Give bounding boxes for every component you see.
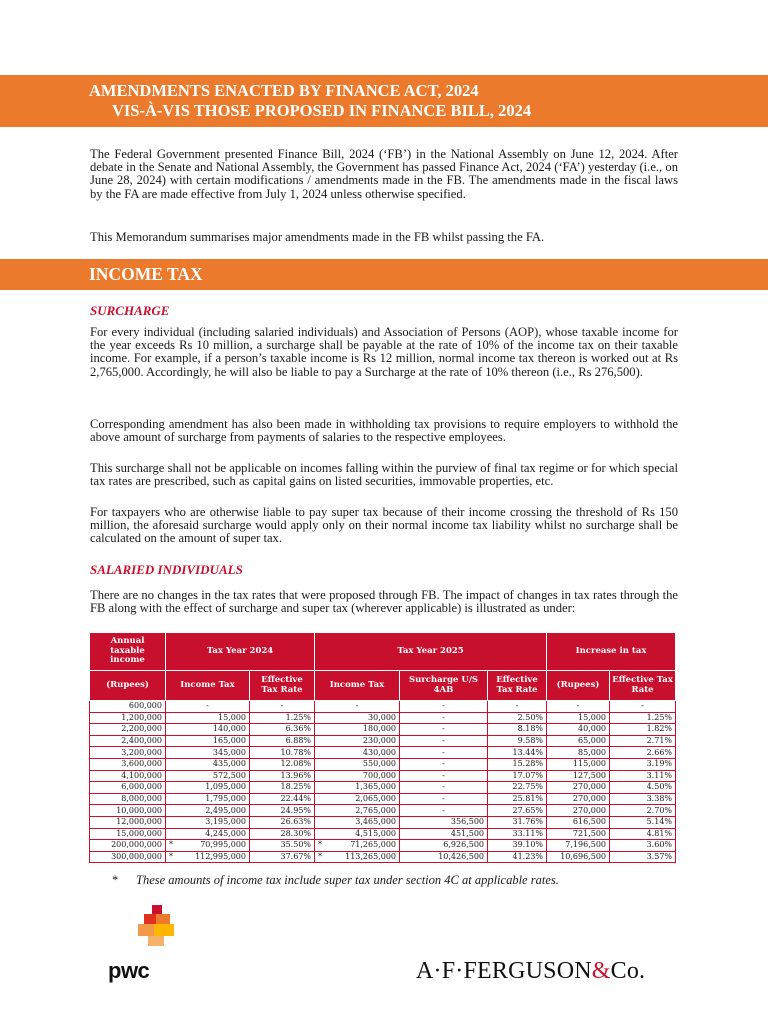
cell-effective-rate-2025 <box>488 805 547 817</box>
cell-increase-rupees <box>547 724 610 736</box>
header-income-tax-2024: Income Tax <box>166 671 250 701</box>
cell-income-tax-2025 <box>315 782 400 794</box>
cell-increase-effective-rate-value: 1.25% <box>646 712 673 722</box>
table-row <box>90 724 676 736</box>
cell-effective-rate-2025 <box>488 782 547 794</box>
cell-income-tax-2025 <box>315 816 400 828</box>
cell-effective-rate-2024 <box>250 724 315 736</box>
cell-income-tax-2025 <box>315 851 400 863</box>
cell-income-tax-2024-value: 435,000 <box>212 759 246 769</box>
super-tax-mark: * <box>169 840 173 850</box>
table-row <box>90 770 676 782</box>
cell-increase-rupees-value: 7,196,500 <box>565 840 607 850</box>
cell-income-tax-2024 <box>166 805 250 817</box>
table-row <box>90 851 676 863</box>
super-tax-mark: * <box>318 852 323 862</box>
cell-income-tax-2024 <box>166 747 250 759</box>
cell-income-tax-2025-value: - <box>355 701 359 711</box>
cell-income <box>90 805 166 817</box>
table-row <box>90 840 676 852</box>
cell-surcharge-value: - <box>442 794 445 804</box>
cell-increase-effective-rate-value: 2.66% <box>646 747 673 757</box>
cell-increase-rupees <box>547 747 610 759</box>
cell-increase-rupees-value: 10,696,500 <box>560 852 607 862</box>
cell-increase-effective-rate-value: 3.57% <box>646 852 673 862</box>
cell-increase-rupees-value: 65,000 <box>578 736 607 746</box>
cell-increase-effective-rate-value: 5.14% <box>646 817 673 827</box>
cell-effective-rate-2025 <box>488 840 547 852</box>
table-row <box>90 782 676 794</box>
cell-income-tax-2024 <box>166 793 250 805</box>
cell-effective-rate-2025-value: 15.28% <box>512 759 544 769</box>
af-ferguson-logo <box>416 958 645 985</box>
cell-increase-rupees-value: 270,000 <box>572 794 607 804</box>
cell-income-tax-2025-value: 1,365,000 <box>355 782 397 792</box>
cell-surcharge-value: 6,926,500 <box>443 840 485 850</box>
cell-increase-effective-rate-value: 3.11% <box>646 770 673 780</box>
cell-income <box>90 724 166 736</box>
cell-effective-rate-2025-value: 13.44% <box>512 747 544 757</box>
cell-income <box>90 735 166 747</box>
cell-income-value: 200,000,000 <box>111 840 162 850</box>
cell-effective-rate-2025-value: 8.18% <box>517 724 544 734</box>
cell-surcharge <box>400 793 488 805</box>
super-tax-mark: * <box>169 852 173 862</box>
cell-income-tax-2025 <box>315 724 400 736</box>
cell-income <box>90 701 166 713</box>
cell-income-tax-2025-value: 71,265,000 <box>350 840 397 850</box>
surcharge-paragraph-2: Corresponding amendment has also been made in withholding tax provisions to require employers to withhold the above amount of surcharge from payments of salaries to the respective employees. <box>90 417 678 445</box>
cell-income-tax-2025 <box>315 758 400 770</box>
cell-increase-effective-rate-value: 2.70% <box>646 805 673 815</box>
cell-effective-rate-2024 <box>250 828 315 840</box>
table-row <box>90 747 676 759</box>
header-effective-rate-2024: Effective Tax Rate <box>250 671 315 701</box>
cell-effective-rate-2025-value: 39.10% <box>512 840 544 850</box>
cell-increase-rupees <box>547 758 610 770</box>
header-effective-rate-2025: Effective Tax Rate <box>488 671 547 701</box>
cell-income-tax-2025 <box>315 712 400 724</box>
cell-income <box>90 782 166 794</box>
cell-increase-rupees-value: 721,500 <box>572 828 607 838</box>
cell-effective-rate-2024 <box>250 770 315 782</box>
cell-income-tax-2025 <box>315 747 400 759</box>
cell-effective-rate-2024-value: 22.44% <box>280 794 312 804</box>
cell-effective-rate-2025-value: 27.65% <box>512 805 544 815</box>
cell-effective-rate-2024-value: 13.96% <box>280 770 312 780</box>
section-banner <box>0 259 768 290</box>
cell-surcharge-value: - <box>442 724 445 734</box>
cell-income-tax-2024 <box>166 701 250 713</box>
footnote <box>112 873 559 888</box>
header-rupees: (Rupees) <box>90 671 166 701</box>
cell-increase-effective-rate-value: 3.38% <box>646 794 673 804</box>
cell-income-value: 10,000,000 <box>116 805 162 815</box>
cell-income-tax-2025-value: 180,000 <box>362 724 397 734</box>
cell-income-tax-2025 <box>315 828 400 840</box>
table-row <box>90 712 676 724</box>
cell-income-tax-2025-value: 113,265,000 <box>345 852 397 862</box>
header-tax-year-2025: Tax Year 2025 <box>315 633 547 671</box>
cell-surcharge <box>400 735 488 747</box>
cell-increase-effective-rate <box>610 712 676 724</box>
cell-increase-effective-rate <box>610 758 676 770</box>
cell-effective-rate-2024 <box>250 712 315 724</box>
cell-surcharge-value: 10,426,500 <box>438 852 485 862</box>
cell-effective-rate-2024 <box>250 747 315 759</box>
cell-increase-effective-rate <box>610 805 676 817</box>
cell-income-tax-2024-value: 345,000 <box>212 747 246 757</box>
cell-surcharge-value: 451,500 <box>450 828 485 838</box>
cell-effective-rate-2025-value: - <box>515 701 519 711</box>
cell-income-tax-2025-value: 550,000 <box>362 759 397 769</box>
table-row <box>90 828 676 840</box>
intro-paragraph-2: This Memorandum summarises major amendments made in the FB whilst passing the FA. <box>90 230 545 244</box>
cell-surcharge <box>400 747 488 759</box>
cell-increase-effective-rate-value: 4.50% <box>646 782 673 792</box>
cell-income-tax-2024 <box>166 712 250 724</box>
cell-increase-effective-rate <box>610 770 676 782</box>
cell-effective-rate-2025-value: 31.76% <box>512 817 544 827</box>
footnote-mark: * <box>112 873 119 887</box>
cell-income-tax-2025 <box>315 793 400 805</box>
cell-increase-rupees <box>547 805 610 817</box>
cell-increase-rupees <box>547 840 610 852</box>
cell-effective-rate-2024-value: 26.63% <box>280 817 312 827</box>
salaried-paragraph-1: There are no changes in the tax rates that were proposed through FB. The impact of changes in tax rates through the FB along with the effect of surcharge and super tax (wherever applicable) is illustrated as under: <box>90 588 678 616</box>
cell-effective-rate-2024 <box>250 816 315 828</box>
surcharge-heading: SURCHARGE <box>90 303 170 318</box>
cell-income-tax-2024-value: 2,495,000 <box>205 805 246 815</box>
cell-effective-rate-2024-value: 6.88% <box>285 736 312 746</box>
cell-income-tax-2024-value: 165,000 <box>212 736 246 746</box>
cell-income-tax-2024-value: 572,500 <box>212 770 246 780</box>
cell-increase-rupees <box>547 816 610 828</box>
cell-surcharge-value: - <box>442 712 445 722</box>
cell-income-tax-2025 <box>315 701 400 713</box>
cell-increase-effective-rate-value: 2.71% <box>646 736 673 746</box>
cell-effective-rate-2024 <box>250 758 315 770</box>
cell-effective-rate-2024-value: 24.95% <box>280 805 312 815</box>
cell-effective-rate-2024 <box>250 793 315 805</box>
cell-income-tax-2024 <box>166 851 250 863</box>
cell-surcharge <box>400 701 488 713</box>
cell-increase-rupees-value: 15,000 <box>578 712 607 722</box>
cell-effective-rate-2025 <box>488 828 547 840</box>
cell-income-tax-2025 <box>315 805 400 817</box>
cell-income-tax-2024-value: 15,000 <box>218 712 246 722</box>
cell-increase-rupees <box>547 828 610 840</box>
footnote-text: These amounts of income tax include super tax under section 4C at applicable rates. <box>136 873 559 887</box>
surcharge-paragraph-3: This surcharge shall not be applicable on incomes falling within the purview of final tax regime or for which special tax rates are prescribed, such as capital gains on listed securities, immovable properties, etc. <box>90 461 678 489</box>
salaried-heading: SALARIED INDIVIDUALS <box>90 562 243 577</box>
cell-income-tax-2024 <box>166 816 250 828</box>
cell-effective-rate-2025-value: 2.50% <box>517 712 544 722</box>
cell-income-value: 600,000 <box>128 701 162 711</box>
cell-surcharge <box>400 805 488 817</box>
cell-income-tax-2024 <box>166 828 250 840</box>
cell-income-tax-2024 <box>166 770 250 782</box>
cell-effective-rate-2024 <box>250 735 315 747</box>
cell-increase-effective-rate <box>610 701 676 713</box>
cell-increase-effective-rate <box>610 840 676 852</box>
section-title: INCOME TAX <box>89 264 203 284</box>
cell-income-value: 1,200,000 <box>121 712 162 722</box>
cell-increase-rupees-value: 40,000 <box>578 724 607 734</box>
cell-increase-rupees-value: 85,000 <box>578 747 607 757</box>
cell-income-value: 3,200,000 <box>121 747 162 757</box>
header-annual-income: Annual taxable income <box>90 633 166 671</box>
cell-income-value: 3,600,000 <box>121 759 162 769</box>
cell-increase-effective-rate <box>610 793 676 805</box>
cell-effective-rate-2025-value: 22.75% <box>512 782 544 792</box>
header-increase-in-tax: Increase in tax <box>547 633 676 671</box>
cell-surcharge-value: - <box>442 701 445 711</box>
cell-effective-rate-2024-value: - <box>280 701 284 711</box>
cell-increase-effective-rate-value: 3.60% <box>646 840 673 850</box>
cell-surcharge-value: - <box>442 770 445 780</box>
pwc-wordmark: pwc <box>108 958 150 983</box>
cell-income-tax-2025-value: 4,515,000 <box>355 828 397 838</box>
super-tax-mark: * <box>318 840 323 850</box>
cell-increase-rupees <box>547 701 610 713</box>
cell-effective-rate-2024-value: 18.25% <box>280 782 312 792</box>
cell-effective-rate-2025 <box>488 793 547 805</box>
cell-effective-rate-2025-value: 9.58% <box>517 736 544 746</box>
cell-effective-rate-2024-value: 28.30% <box>280 828 312 838</box>
cell-effective-rate-2025 <box>488 758 547 770</box>
cell-effective-rate-2025 <box>488 701 547 713</box>
af-ferguson-co: Co. <box>610 958 646 984</box>
cell-income <box>90 758 166 770</box>
cell-income-value: 12,000,000 <box>116 817 162 827</box>
surcharge-paragraph-1: For every individual (including salaried individuals) and Association of Persons (AOP), whose taxable income for the year exceeds Rs 10 million, a surcharge shall be payable at the rate of 10% of the income tax on their taxable income. For example, if a person’s taxable income is Rs 12 million, normal income tax thereon is worked out at Rs 2,765,000. Accordingly, he will also be liable to pay a Surcharge at the rate of 10% thereon (i.e., Rs 276,500). <box>90 325 678 379</box>
cell-effective-rate-2025 <box>488 770 547 782</box>
cell-income-tax-2024-value: 112,995,000 <box>195 852 246 862</box>
af-ferguson-ampersand: & <box>591 958 611 984</box>
cell-income-tax-2025 <box>315 840 400 852</box>
cell-increase-rupees-value: - <box>576 701 580 711</box>
cell-income-value: 4,100,000 <box>121 770 162 780</box>
cell-income <box>90 840 166 852</box>
cell-increase-rupees <box>547 770 610 782</box>
cell-effective-rate-2024-value: 12.08% <box>280 759 312 769</box>
cell-effective-rate-2025 <box>488 735 547 747</box>
cell-increase-effective-rate <box>610 747 676 759</box>
cell-increase-rupees-value: 616,500 <box>572 817 607 827</box>
cell-increase-effective-rate-value: 1.82% <box>646 724 673 734</box>
cell-income-tax-2025 <box>315 735 400 747</box>
cell-income-tax-2024 <box>166 758 250 770</box>
cell-effective-rate-2024 <box>250 851 315 863</box>
cell-increase-effective-rate-value: - <box>641 701 644 711</box>
cell-surcharge <box>400 851 488 863</box>
cell-income-tax-2024-value: 140,000 <box>212 724 246 734</box>
table-row <box>90 735 676 747</box>
title-line-1: AMENDMENTS ENACTED BY FINANCE ACT, 2024 <box>89 81 479 100</box>
cell-effective-rate-2025 <box>488 816 547 828</box>
cell-income-value: 300,000,000 <box>111 852 162 862</box>
intro-paragraph-1: The Federal Government presented Finance Bill, 2024 (‘FB’) in the National Assembly on June 12, 2024. After debate in the Senate and National Assembly, the Government has passed Finance Act, 2024 (‘FA’) yesterday (i.e., on June 28, 2024) with certain modifications / amendments made in the FB. The amendments made in the fiscal laws by the FA are made effective from July 1, 2024 unless otherwise specified. <box>90 147 678 201</box>
table-row <box>90 805 676 817</box>
cell-effective-rate-2024-value: 6.36% <box>285 724 312 734</box>
table-row <box>90 701 676 713</box>
cell-income-tax-2025-value: 2,065,000 <box>355 794 397 804</box>
title-line-2: VIS-À-VIS THOSE PROPOSED IN FINANCE BILL, 2024 <box>112 101 532 120</box>
cell-income <box>90 851 166 863</box>
cell-income-value: 2,200,000 <box>121 724 162 734</box>
cell-increase-rupees <box>547 851 610 863</box>
cell-effective-rate-2024-value: 1.25% <box>285 712 312 722</box>
cell-income-tax-2024-value: - <box>206 701 209 711</box>
cell-income-tax-2025-value: 430,000 <box>362 747 397 757</box>
cell-surcharge-value: - <box>442 805 445 815</box>
cell-surcharge <box>400 770 488 782</box>
cell-effective-rate-2025 <box>488 712 547 724</box>
af-ferguson-name: A·F·FERGUSON <box>416 958 592 984</box>
header-surcharge: Surcharge U/S 4AB <box>400 671 488 701</box>
cell-income <box>90 816 166 828</box>
cell-increase-effective-rate <box>610 724 676 736</box>
cell-income <box>90 770 166 782</box>
cell-surcharge-value: - <box>442 747 445 757</box>
cell-income <box>90 828 166 840</box>
cell-income-value: 15,000,000 <box>116 828 162 838</box>
cell-effective-rate-2025-value: 17.07% <box>512 770 544 780</box>
cell-surcharge <box>400 724 488 736</box>
cell-increase-effective-rate-value: 4.81% <box>646 828 673 838</box>
cell-increase-effective-rate-value: 3.19% <box>646 759 673 769</box>
cell-surcharge <box>400 782 488 794</box>
cell-effective-rate-2024-value: 10.78% <box>280 747 312 757</box>
cell-increase-rupees-value: 127,500 <box>572 770 607 780</box>
cell-effective-rate-2025-value: 41.23% <box>512 852 544 862</box>
cell-increase-effective-rate <box>610 735 676 747</box>
cell-income-tax-2024-value: 1,095,000 <box>205 782 246 792</box>
cell-surcharge <box>400 816 488 828</box>
cell-income-tax-2025-value: 700,000 <box>362 770 397 780</box>
cell-income-tax-2024 <box>166 735 250 747</box>
cell-increase-rupees-value: 270,000 <box>572 782 607 792</box>
cell-surcharge <box>400 828 488 840</box>
title-banner <box>0 75 768 127</box>
header-increase-rupees: (Rupees) <box>547 671 610 701</box>
tax-rates-table <box>89 632 676 863</box>
cell-increase-rupees <box>547 735 610 747</box>
cell-increase-rupees-value: 270,000 <box>572 805 607 815</box>
cell-effective-rate-2025 <box>488 747 547 759</box>
cell-income-tax-2024-value: 70,995,000 <box>200 840 246 850</box>
table-row <box>90 816 676 828</box>
cell-income-value: 8,000,000 <box>121 794 162 804</box>
cell-effective-rate-2024 <box>250 782 315 794</box>
cell-income <box>90 793 166 805</box>
cell-increase-rupees <box>547 712 610 724</box>
cell-income-tax-2025 <box>315 770 400 782</box>
cell-increase-effective-rate <box>610 782 676 794</box>
cell-surcharge-value: - <box>442 782 445 792</box>
header-increase-effective-rate: Effective Tax Rate <box>610 671 676 701</box>
cell-income <box>90 747 166 759</box>
cell-increase-rupees <box>547 793 610 805</box>
cell-income-tax-2024-value: 4,245,000 <box>205 828 246 838</box>
cell-effective-rate-2025-value: 33.11% <box>512 828 544 838</box>
cell-income-tax-2024 <box>166 782 250 794</box>
cell-income-tax-2025-value: 3,465,000 <box>355 817 397 827</box>
cell-income-tax-2024 <box>166 724 250 736</box>
cell-income <box>90 712 166 724</box>
cell-increase-effective-rate <box>610 851 676 863</box>
header-income-tax-2025: Income Tax <box>315 671 400 701</box>
cell-effective-rate-2025 <box>488 724 547 736</box>
cell-income-tax-2024 <box>166 840 250 852</box>
cell-effective-rate-2025 <box>488 851 547 863</box>
cell-effective-rate-2024 <box>250 805 315 817</box>
cell-surcharge-value: 356,500 <box>450 817 485 827</box>
cell-income-tax-2025-value: 2,765,000 <box>355 805 397 815</box>
cell-effective-rate-2024 <box>250 701 315 713</box>
cell-surcharge <box>400 840 488 852</box>
cell-surcharge-value: - <box>442 736 445 746</box>
cell-effective-rate-2025-value: 25.81% <box>512 794 544 804</box>
surcharge-paragraph-4: For taxpayers who are otherwise liable to pay super tax because of their income crossing the threshold of Rs 150 million, the aforesaid surcharge would apply only on their normal income tax liability whilst no surcharge shall be calculated on the amount of super tax. <box>90 505 678 546</box>
cell-increase-effective-rate <box>610 816 676 828</box>
cell-income-tax-2024-value: 3,195,000 <box>205 817 246 827</box>
cell-increase-rupees <box>547 782 610 794</box>
cell-income-tax-2024-value: 1,795,000 <box>205 794 246 804</box>
table-row <box>90 793 676 805</box>
cell-effective-rate-2024-value: 35.50% <box>280 840 312 850</box>
cell-effective-rate-2024-value: 37.67% <box>280 852 312 862</box>
cell-income-tax-2025-value: 230,000 <box>362 736 397 746</box>
table-row <box>90 758 676 770</box>
cell-income-value: 6,000,000 <box>121 782 162 792</box>
cell-increase-effective-rate <box>610 828 676 840</box>
cell-income-value: 2,400,000 <box>121 736 162 746</box>
cell-surcharge <box>400 758 488 770</box>
cell-increase-rupees-value: 115,000 <box>572 759 607 769</box>
cell-effective-rate-2024 <box>250 840 315 852</box>
header-tax-year-2024: Tax Year 2024 <box>166 633 315 671</box>
cell-surcharge-value: - <box>442 759 445 769</box>
cell-income-tax-2025-value: 30,000 <box>368 712 397 722</box>
cell-surcharge <box>400 712 488 724</box>
